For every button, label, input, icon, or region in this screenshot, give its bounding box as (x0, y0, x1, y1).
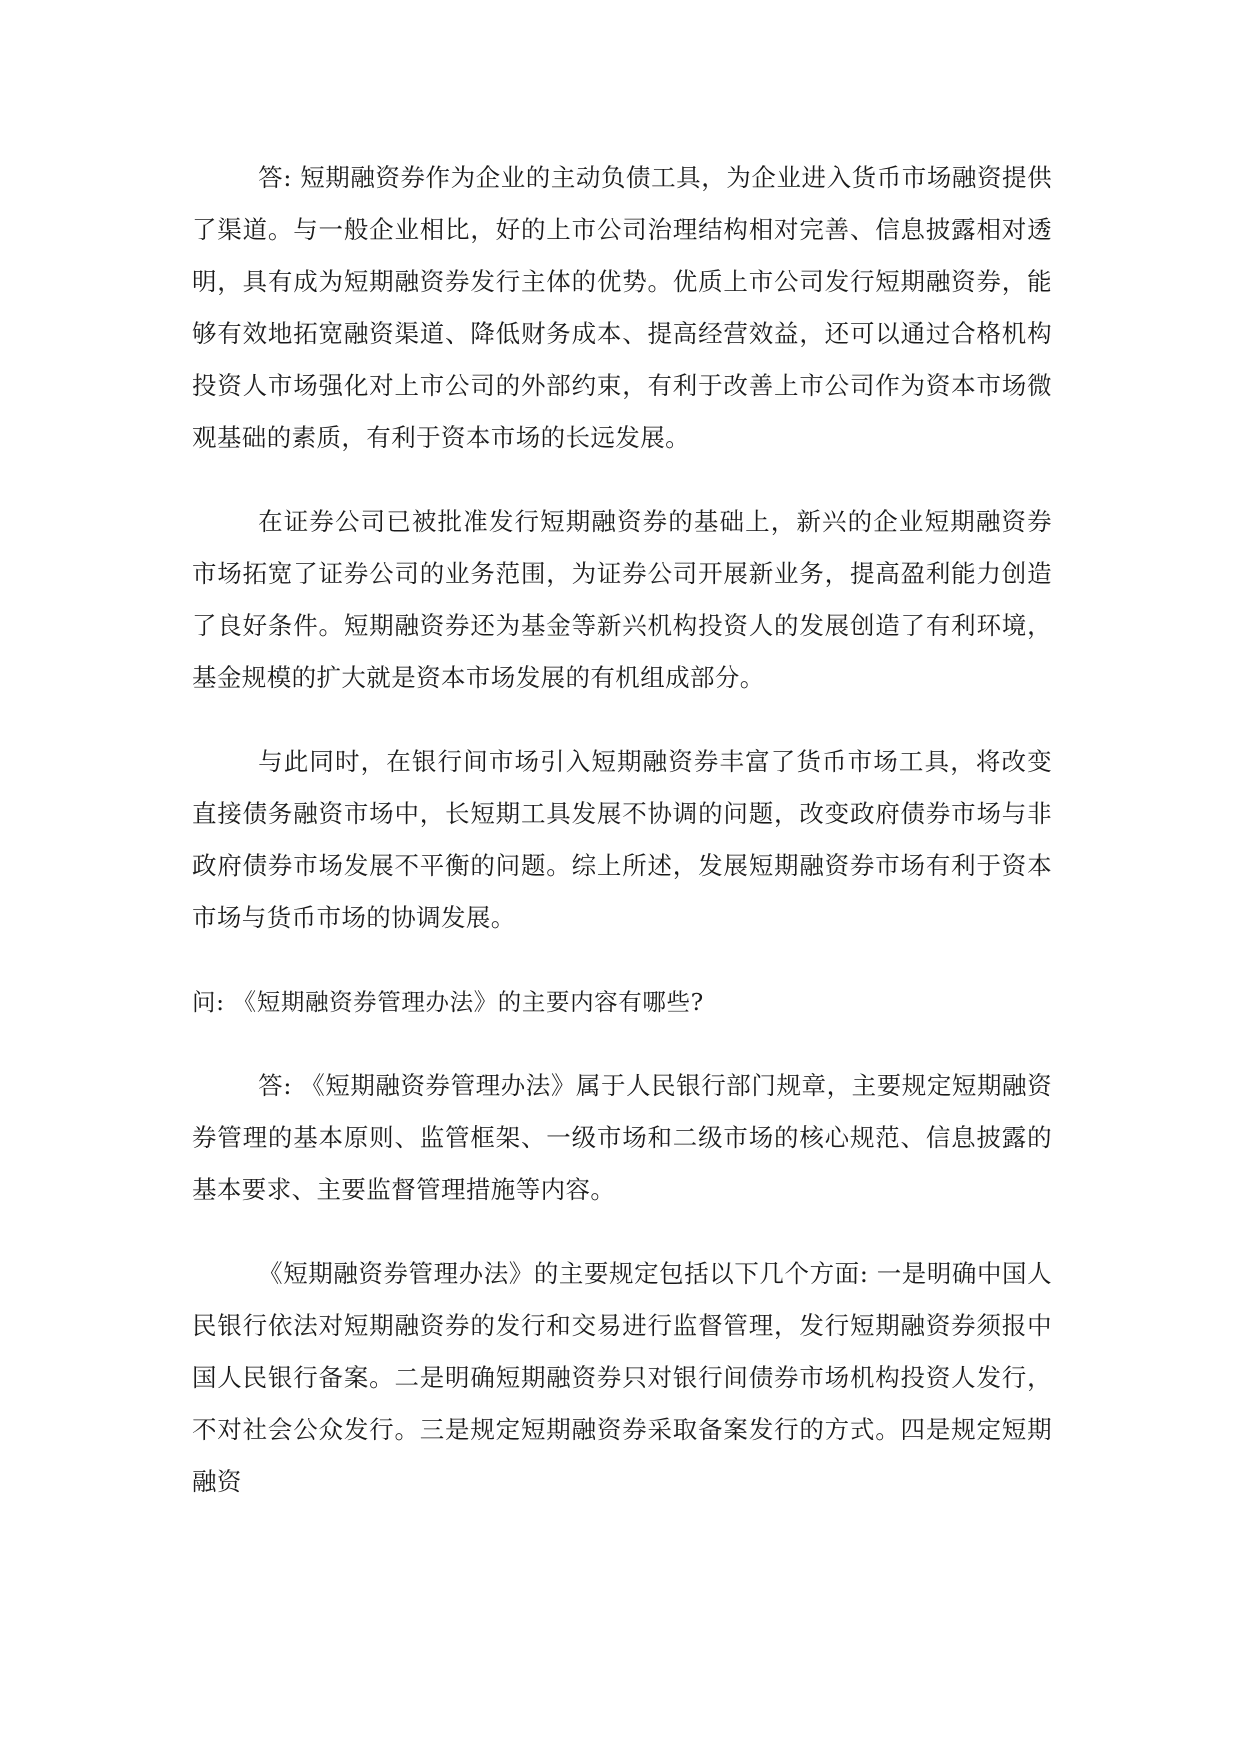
paragraph-gap (192, 1028, 1052, 1060)
paragraph-gap (192, 944, 1052, 976)
paragraph-gap (192, 704, 1052, 736)
answer-paragraph-1: 答: 短期融资券作为企业的主动负债工具，为企业进入货币市场融资提供了渠道。与一般企业相比，好的上市公司治理结构相对完善、信息披露相对透明，具有成为短期融资券发行主体的优势。优质上市公司发行短期融资券，能够有效地拓宽融资渠道、降低财务成本、提高经营效益，还可以通过合格机构投资人市场强化对上市公司的外部约束，有利于改善上市公司作为资本市场微观基础的素质，有利于资本市场的长远发展。 (192, 163, 1052, 452)
document-body (192, 152, 1052, 1508)
paragraph-gap (192, 1216, 1052, 1248)
answer-paragraph-4: 答: 《短期融资券管理办法》属于人民银行部门规章，主要规定短期融资券管理的基本原则、监管框架、一级市场和二级市场的核心规范、信息披露的基本要求、主要监督管理措施等内容。 (192, 1071, 1052, 1204)
question-line: 问: 《短期融资券管理办法》的主要内容有哪些? (192, 988, 704, 1016)
paragraph-gap (192, 464, 1052, 496)
answer-paragraph-2: 在证券公司已被批准发行短期融资券的基础上，新兴的企业短期融资券市场拓宽了证券公司的业务范围，为证券公司开展新业务，提高盈利能力创造了良好条件。短期融资券还为基金等新兴机构投资人的发展创造了有利环境，基金规模的扩大就是资本市场发展的有机组成部分。 (192, 507, 1052, 692)
answer-paragraph-3: 与此同时，在银行间市场引入短期融资券丰富了货币市场工具，将改变直接债务融资市场中，长短期工具发展不协调的问题，改变政府债券市场与非政府债券市场发展不平衡的问题。综上所述，发展短期融资券市场有利于资本市场与货币市场的协调发展。 (192, 747, 1052, 932)
answer-paragraph-5: 《短期融资券管理办法》的主要规定包括以下几个方面: 一是明确中国人民银行依法对短期融资券的发行和交易进行监督管理，发行短期融资券须报中国人民银行备案。二是明确短期融资券只对银行间债券市场机构投资人发行，不对社会公众发行。三是规定短期融资券采取备案发行的方式。四是规定短期融资 (192, 1259, 1052, 1496)
